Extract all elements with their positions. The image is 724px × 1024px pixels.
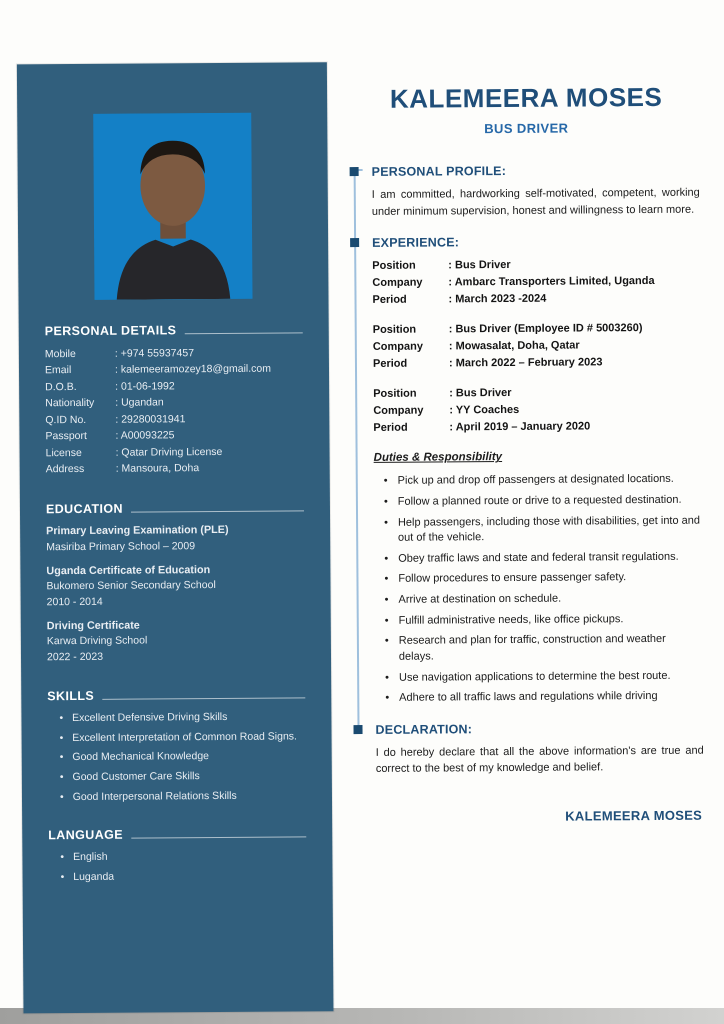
duty-text: Fulfill administrative needs, like office pickups.: [398, 612, 624, 627]
profile-photo: [93, 113, 252, 300]
education-school: Karwa Driving School: [46, 634, 148, 648]
education-title: Primary Leaving Examination (PLE): [46, 523, 229, 538]
education-title: Uganda Certificate of Education: [46, 563, 211, 577]
skill-text: Excellent Interpretation of Common Road Signs.: [72, 730, 297, 744]
detail-value: : Qatar Driving License: [115, 445, 223, 459]
signature: KALEMEERA MOSES: [565, 807, 703, 824]
experience-entry: [373, 320, 701, 373]
language-list: [48, 849, 306, 885]
detail-label: Address: [45, 463, 85, 476]
detail-row: [45, 377, 303, 395]
language-item: [48, 868, 306, 884]
period-row: [372, 290, 700, 309]
role-subtitle: BUS DRIVER: [484, 120, 569, 137]
skill-text: Good Interpersonal Relations Skills: [72, 789, 237, 803]
field-label: Company: [372, 276, 423, 289]
detail-value: : 01-06-1992: [115, 380, 175, 393]
field-value: : March 2023 -2024: [448, 292, 547, 306]
bullet-icon: •: [59, 731, 64, 744]
detail-row: [45, 394, 303, 412]
education-heading: [46, 500, 304, 516]
education-entry: [46, 562, 304, 610]
experience-list: [372, 256, 701, 438]
detail-label: Mobile: [44, 347, 76, 361]
field-label: Position: [372, 323, 417, 337]
main-content: [353, 82, 704, 825]
sections-wrapper: [354, 163, 705, 825]
declaration-section: [375, 720, 703, 777]
education-school: Masiriba Primary School – 2009: [46, 539, 196, 553]
square-marker-icon: [353, 725, 362, 734]
duty-item: [374, 513, 702, 547]
field-value: : YY Coaches: [449, 404, 520, 417]
bullet-icon: •: [60, 851, 65, 864]
bullet-icon: •: [60, 871, 65, 884]
language-text: English: [73, 851, 108, 864]
bullet-icon: •: [384, 516, 388, 529]
duty-text: Research and plan for traffic, construction and weather delays.: [398, 633, 666, 663]
field-value: : March 2022 – February 2023: [448, 356, 603, 370]
skill-item: [48, 729, 306, 745]
duty-item: [375, 668, 703, 686]
duty-text: Follow procedures to ensure passenger safety.: [398, 571, 627, 586]
experience-section: [372, 234, 703, 707]
duty-item: [375, 591, 703, 609]
skills-section: [47, 687, 306, 804]
bullet-icon: •: [384, 552, 389, 565]
education-title: Driving Certificate: [46, 619, 140, 633]
sidebar: [17, 62, 334, 1013]
duty-item: [375, 611, 703, 629]
skill-text: Good Customer Care Skills: [72, 770, 200, 783]
duty-text: Obey traffic laws and state and federal transit regulations.: [398, 550, 679, 565]
name-title: KALEMEERA MOSES: [389, 81, 663, 114]
heading-rule: [131, 510, 304, 512]
bullet-icon: •: [384, 614, 389, 627]
field-label: Company: [373, 404, 424, 418]
education-years: 2010 - 2014: [46, 595, 103, 608]
square-marker-icon: [350, 167, 359, 176]
section-title: LANGUAGE: [48, 828, 124, 843]
experience-heading: [372, 234, 700, 250]
personal-details-list: [45, 344, 304, 478]
detail-label: License: [45, 446, 82, 460]
duty-text: Help passengers, including those with disabilities, get into and out of the vehicle.: [397, 514, 701, 544]
detail-value: : A00093225: [115, 429, 175, 443]
duties-heading: Duties & Responsibility: [373, 451, 503, 465]
field-label: Period: [372, 293, 407, 307]
bullet-icon: •: [384, 635, 389, 648]
detail-row: [46, 460, 304, 478]
duty-item: [375, 689, 703, 707]
heading-rule: [131, 837, 306, 839]
detail-row: [45, 361, 303, 379]
education-years: 2022 - 2023: [46, 650, 104, 663]
section-title: EDUCATION: [45, 501, 124, 517]
education-section: [46, 500, 305, 665]
language-heading: [48, 827, 306, 843]
field-label: Company: [372, 340, 424, 354]
skill-item: [48, 749, 306, 765]
bullet-icon: •: [385, 671, 390, 684]
duty-text: Pick up and drop off passengers at designated locations.: [397, 473, 674, 488]
declaration-text: I do hereby declare that all the above information's are true and correct to the best of my knowledge and belief.: [375, 744, 704, 776]
field-value: : Ambarc Transporters Limited, Uganda: [448, 274, 655, 289]
section-title: DECLARATION:: [375, 721, 473, 737]
field-value: : Bus Driver (Employee ID # 5003260): [448, 322, 643, 336]
duty-item: [375, 632, 703, 666]
duty-text: Follow a planned route or drive to a requested destination.: [397, 493, 682, 508]
duty-item: [374, 493, 702, 511]
personal-details-section: [45, 322, 304, 478]
skill-item: [48, 788, 306, 804]
duty-text: Arrive at destination on schedule.: [398, 592, 562, 606]
detail-label: Passport: [45, 430, 87, 443]
period-row: [373, 418, 701, 437]
profile-text: I am committed, hardworking self-motivated, competent, working under minimum supervision, honest and willingness to learn more.: [371, 186, 700, 218]
field-value: : Bus Driver: [448, 258, 511, 272]
education-school: Bukomero Senior Secondary School: [46, 579, 216, 593]
detail-row: [45, 344, 303, 362]
experience-entry: [373, 384, 701, 437]
skills-heading: [47, 687, 305, 703]
bullet-icon: •: [383, 475, 388, 488]
personal-profile-heading: [372, 163, 700, 179]
personal-profile-section: [372, 163, 700, 220]
detail-label: Q.ID No.: [45, 413, 87, 427]
skill-text: Good Mechanical Knowledge: [72, 750, 210, 764]
detail-row: [45, 410, 303, 428]
experience-entry: [372, 256, 700, 309]
personal-details-heading: [45, 322, 303, 338]
section-title: EXPERIENCE:: [372, 235, 460, 250]
skill-item: [48, 768, 306, 784]
bullet-icon: •: [383, 495, 388, 508]
detail-row: [46, 443, 304, 461]
field-label: Period: [373, 422, 408, 435]
language-item: [48, 849, 306, 865]
bullet-icon: •: [59, 790, 64, 803]
bullet-icon: •: [384, 573, 389, 586]
square-marker-icon: [350, 238, 359, 247]
section-title: SKILLS: [47, 688, 95, 704]
duty-item: [374, 570, 702, 588]
detail-value: : kalemeeramozey18@gmail.com: [114, 363, 272, 377]
declaration-heading: [375, 720, 703, 736]
field-label: Position: [372, 259, 416, 272]
detail-value: : Ugandan: [115, 396, 164, 410]
duty-text: Use navigation applications to determine the best route.: [398, 669, 671, 684]
education-list: [46, 522, 305, 665]
bullet-icon: •: [59, 711, 64, 725]
section-title: PERSONAL PROFILE:: [371, 163, 507, 179]
bullet-icon: •: [384, 593, 389, 606]
person-portrait-graphic: [93, 113, 252, 300]
field-value: : Bus Driver: [449, 387, 512, 400]
section-title: PERSONAL DETAILS: [44, 323, 177, 339]
detail-label: D.O.B.: [45, 380, 77, 394]
heading-rule: [184, 332, 302, 334]
detail-label: Email: [44, 364, 72, 377]
detail-label: Nationality: [45, 397, 95, 410]
language-text: Luganda: [73, 870, 115, 884]
duty-item: [374, 472, 702, 490]
language-section: [48, 827, 306, 885]
bullet-icon: •: [59, 751, 64, 764]
education-entry: [46, 522, 304, 555]
skills-list: [47, 709, 306, 804]
bullet-icon: •: [59, 771, 64, 784]
detail-value: : Mansoura, Doha: [115, 462, 200, 476]
accent-line: [354, 169, 360, 733]
field-label: Position: [373, 387, 417, 401]
detail-value: : 29280031941: [115, 413, 186, 426]
education-entry: [47, 617, 305, 665]
heading-rule: [102, 697, 305, 699]
skill-text: Excellent Defensive Driving Skills: [72, 710, 228, 724]
detail-value: : +974 55937457: [114, 347, 195, 360]
skill-item: [47, 709, 305, 725]
field-label: Period: [372, 357, 408, 371]
field-value: : April 2019 – January 2020: [449, 420, 591, 434]
field-value: : Mowasalat, Doha, Qatar: [448, 339, 580, 353]
duty-text: Adhere to all traffic laws and regulations while driving: [399, 690, 658, 704]
period-row: [373, 354, 701, 373]
duty-item: [374, 549, 702, 567]
bullet-icon: •: [385, 691, 390, 704]
duties-list: [374, 472, 704, 707]
detail-row: [45, 427, 303, 445]
